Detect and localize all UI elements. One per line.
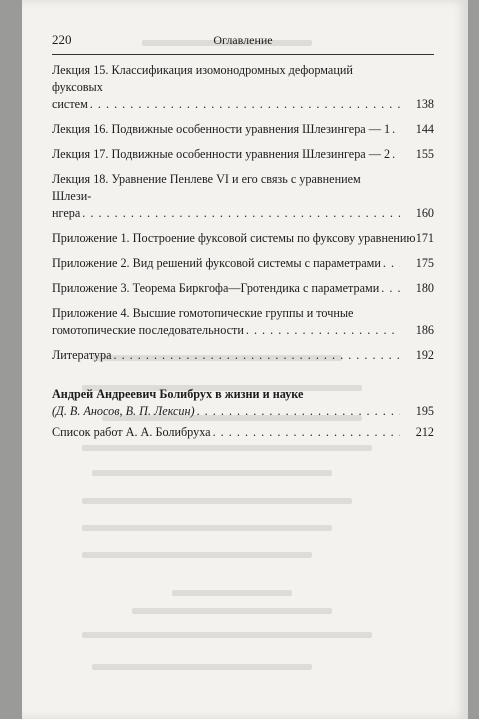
toc-entry-title: Приложение 4. Высшие гомотопические группы и точные bbox=[52, 306, 354, 320]
toc-page-number: 212 bbox=[415, 425, 434, 439]
toc-page-number: 192 bbox=[415, 348, 434, 362]
toc-entry bbox=[52, 347, 434, 364]
toc-page-number: 138 bbox=[415, 97, 434, 111]
toc-page-number: 160 bbox=[415, 206, 434, 220]
toc-entry-title: Литература bbox=[52, 348, 112, 362]
toc-entry bbox=[52, 121, 434, 138]
dot-leader bbox=[90, 96, 400, 113]
header-title: Оглавление bbox=[213, 33, 273, 47]
book-page bbox=[22, 0, 468, 719]
toc-entry bbox=[52, 280, 434, 297]
dot-leader bbox=[197, 403, 400, 420]
toc-entry-title: Лекция 15. Классификация изомонодромных деформаций фуксовых bbox=[52, 63, 353, 94]
toc-entry bbox=[52, 230, 434, 247]
toc-entry bbox=[52, 255, 434, 272]
toc-entry-title: Приложение 3. Теорема Биркгофа—Гротендика с параметрами bbox=[52, 281, 380, 295]
toc-entry bbox=[52, 305, 434, 339]
toc-page-number: 195 bbox=[415, 404, 434, 418]
toc-entry-title: гомотопические последовательности bbox=[52, 323, 244, 337]
toc-entry-title: нгера bbox=[52, 206, 81, 220]
toc-page-number: 171 bbox=[415, 231, 434, 245]
toc-page-number: 175 bbox=[415, 256, 434, 270]
toc-page-number: 180 bbox=[415, 281, 434, 295]
dot-leader bbox=[392, 121, 400, 138]
toc-entry bbox=[52, 146, 434, 163]
dot-leader bbox=[213, 424, 400, 441]
dot-leader bbox=[381, 280, 400, 297]
toc-entry-title: Лекция 16. Подвижные особенности уравнения Шлезингера — 1 bbox=[52, 122, 391, 136]
dot-leader bbox=[383, 255, 400, 272]
toc-entry-title: Список работ А. А. Болибруха bbox=[52, 425, 211, 439]
dot-leader bbox=[113, 347, 400, 364]
toc-page-number: 186 bbox=[415, 323, 434, 337]
toc-bio-entry bbox=[52, 386, 434, 420]
dot-leader bbox=[246, 322, 400, 339]
toc-entry-title: Приложение 1. Построение фуксовой системы по фуксову уравнению bbox=[52, 231, 416, 245]
toc-bio-title: Андрей Андреевич Болибрух в жизни и науке bbox=[52, 387, 304, 401]
running-header bbox=[52, 30, 434, 55]
toc-entry bbox=[52, 62, 434, 113]
dot-leader bbox=[82, 205, 400, 222]
toc-entry-title: систем bbox=[52, 97, 88, 111]
section-gap bbox=[52, 372, 434, 386]
toc-page-number: 144 bbox=[415, 122, 434, 136]
toc-entry-title: Лекция 18. Уравнение Пенлеве VI и его связь с уравнением Шлези- bbox=[52, 172, 361, 203]
table-of-contents bbox=[52, 62, 434, 449]
page-number: 220 bbox=[52, 32, 72, 47]
toc-entry-title: Приложение 2. Вид решений фуксовой системы с параметрами bbox=[52, 256, 381, 270]
toc-entry-title: Лекция 17. Подвижные особенности уравнения Шлезингера — 2 bbox=[52, 147, 391, 161]
toc-page-number: 155 bbox=[415, 147, 434, 161]
toc-entry bbox=[52, 171, 434, 222]
dot-leader bbox=[392, 146, 400, 163]
toc-entry bbox=[52, 424, 434, 441]
toc-bio-authors: (Д. В. Аносов, В. П. Лексин) bbox=[52, 404, 195, 418]
